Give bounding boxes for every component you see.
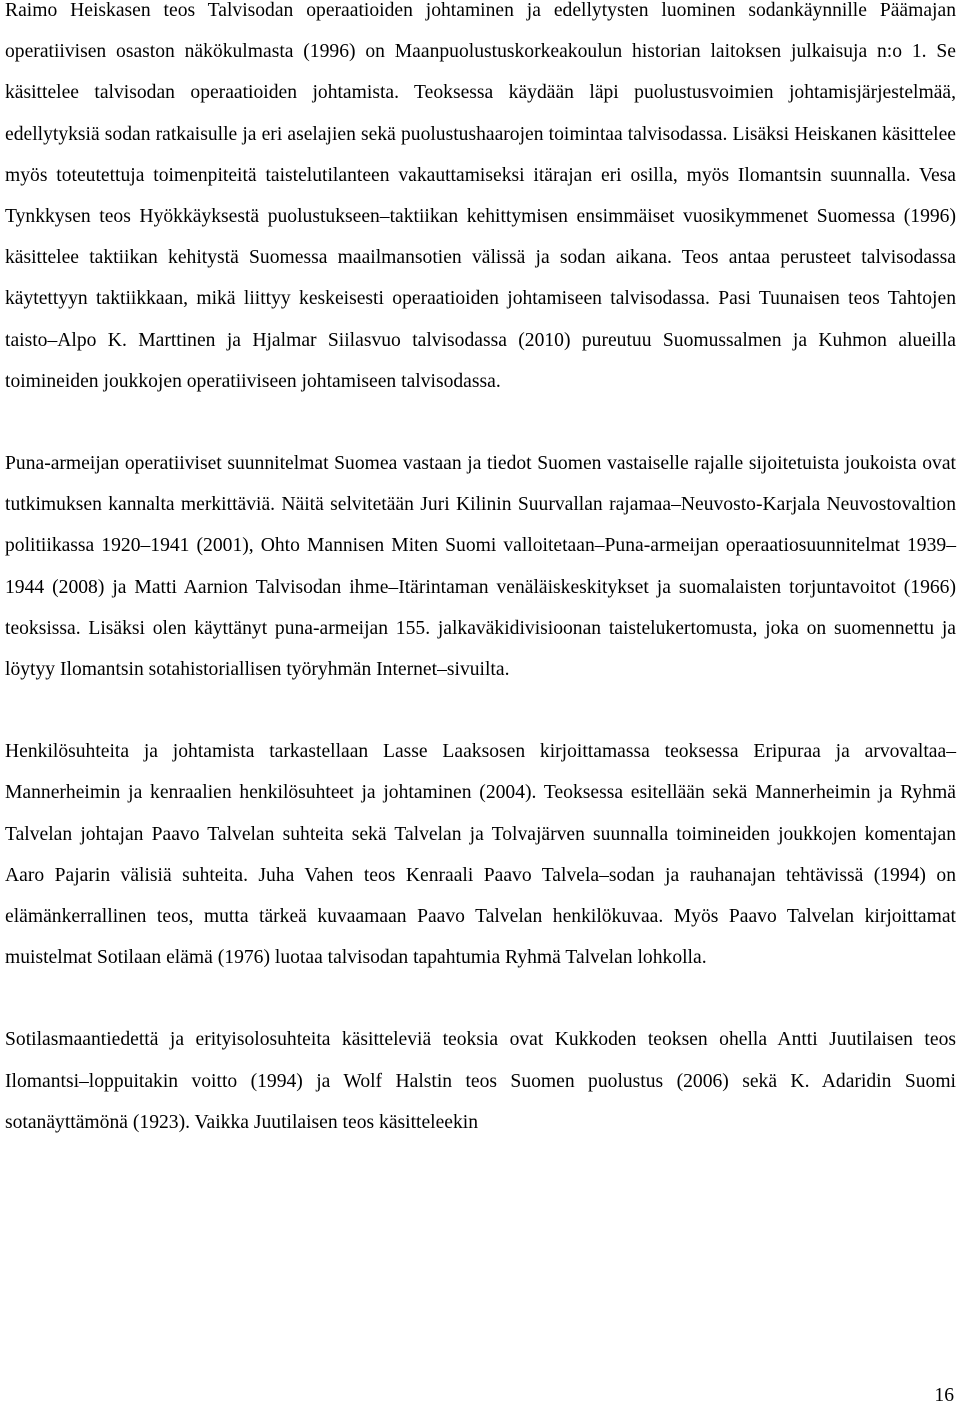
- paragraph-red-army-plans: Puna-armeijan operatiiviset suunnitelmat Suomea vastaan ja tiedot Suomen vastaiselle rajalle sijoitetuista joukoista ovat tutkimuksen kannalta merkittäviä. Näitä selvitetään Juri Kilinin Suurvallan rajamaa–Neuvosto-Karjala Neuvostovaltion politiikassa 1920–1941 (2001), Ohto Mannisen Miten Suomi valloitetaan–Puna-armeijan operaatiosuunnitelmat 1939–1944 (2008) ja Matti Aarnion Talvisodan ihme–Itärintaman venäläiskeskitykset ja suomalaisten torjuntavoitot (1966) teoksissa. Lisäksi olen käyttänyt puna-armeijan 155. jalkaväkidivisioonan taistelukertomusta, joka on suomennettu ja löytyy Ilomantsin sotahistoriallisen työryhmän Internet–sivuilta.: [5, 453, 956, 681]
- document-page: [5, 0, 956, 1143]
- paragraph-military-geography: Sotilasmaantiedettä ja erityisolosuhteita käsitteleviä teoksia ovat Kukkoden teoksen ohella Antti Juutilaisen teos Ilomantsi–loppuitakin voitto (1994) ja Wolf Halstin teos Suomen puolustus (2006) sekä K. Adaridin Suomi sotanäyttämönä (1923). Vaikka Juutilaisen teos käsitteleekin: [5, 1029, 956, 1133]
- page-number: 16: [934, 1385, 954, 1406]
- paragraph-literature-operations: Raimo Heiskasen teos Talvisodan operaatioiden johtaminen ja edellytysten luominen sodankäynnille Päämajan operatiivisen osaston näkökulmasta (1996) on Maanpuolustuskorkeakoulun historian laitoksen julkaisuja n:o 1. Se käsittelee talvisodan operaatioiden johtamista. Teoksessa käydään läpi puolustusvoimien johtamisjärjestelmää, edellytyksiä sodan ratkaisulle ja eri aselajien sekä puolustushaarojen toimintaa talvisodassa. Lisäksi Heiskanen käsittelee myös toteutettuja toimenpiteitä taistelutilanteen vakauttamiseksi itärajan eri osilla, myös Ilomantsin suunnalla. Vesa Tynkkysen teos Hyökkäyksestä puolustukseen–taktiikan kehittymisen ensimmäiset vuosikymmenet Suomessa (1996) käsittelee taktiikan kehitystä Suomessa maailmansotien välissä ja sodan aikana. Teos antaa perusteet talvisodassa käytettyyn taktiikkaan, mikä liittyy keskeisesti operaatioiden johtamiseen talvisodassa. Pasi Tuunaisen teos Tahtojen taisto–Alpo K. Marttinen ja Hjalmar Siilasvuo talvisodassa (2010) pureutuu Suomussalmen ja Kuhmon alueilla toimineiden joukkojen operatiiviseen johtamiseen talvisodassa.: [5, 0, 956, 392]
- paragraph-personal-relations: Henkilösuhteita ja johtamista tarkastellaan Lasse Laaksosen kirjoittamassa teoksessa Eripuraa ja arvovaltaa–Mannerheimin ja kenraalien henkilösuhteet ja johtaminen (2004). Teoksessa esitellään sekä Mannerheimin ja Ryhmä Talvelan johtajan Paavo Talvelan suhteita sekä Talvelan ja Tolvajärven suunnalla toimineiden joukkojen komentajan Aaro Pajarin välisiä suhteita. Juha Vahen teos Kenraali Paavo Talvela–sodan ja rauhanajan tehtävissä (1994) on elämänkerrallinen teos, mutta tärkeä kuvaamaan Paavo Talvelan henkilökuvaa. Myös Paavo Talvelan kirjoittamat muistelmat Sotilaan elämä (1976) luotaa talvisodan tapahtumia Ryhmä Talvelan lohkolla.: [5, 741, 956, 969]
